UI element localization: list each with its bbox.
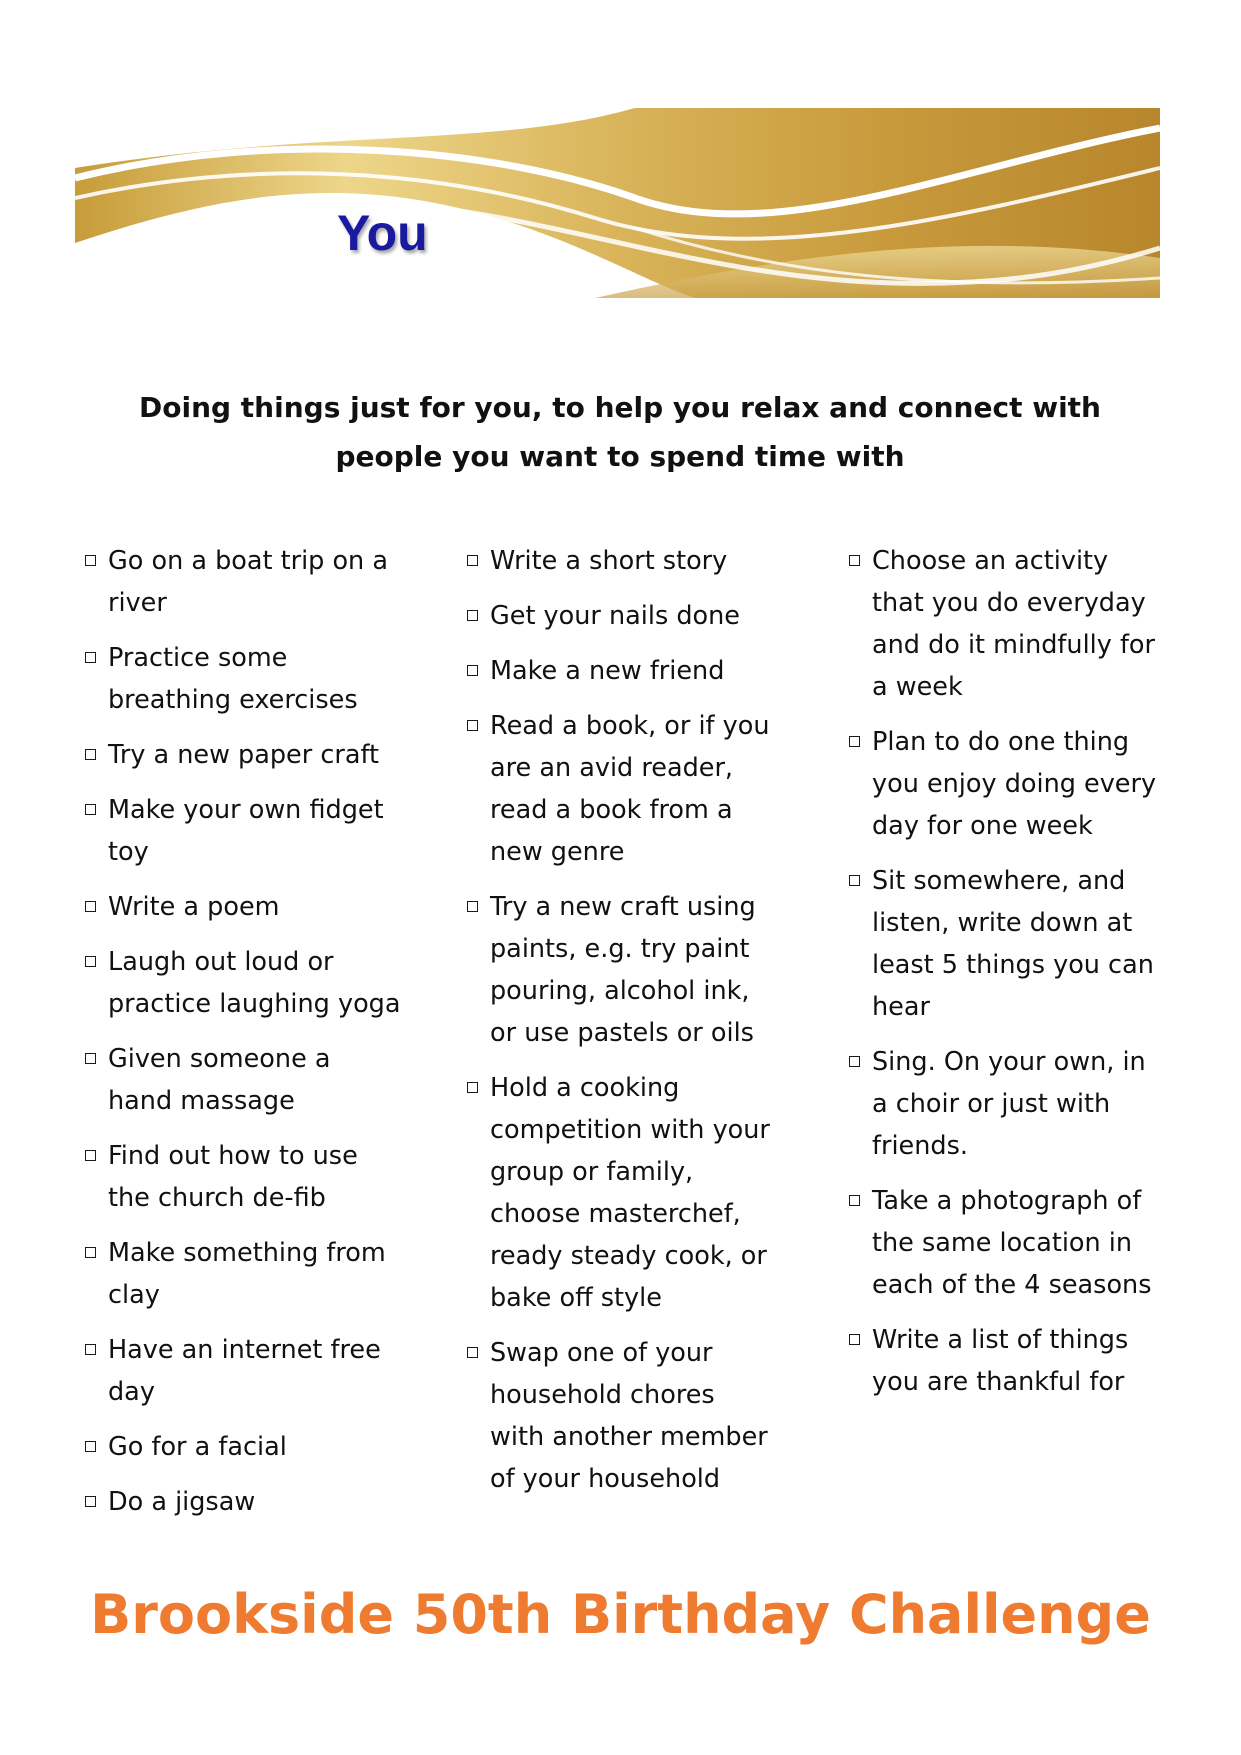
checklist-item[interactable] xyxy=(80,1426,410,1468)
checklist-item-label: Given someone a hand massage xyxy=(108,1044,331,1116)
checkbox-icon[interactable] xyxy=(85,1247,96,1258)
checklist-item-label: Sing. On your own, in a choir or just with friends. xyxy=(872,1047,1146,1161)
checklist-item[interactable] xyxy=(80,1135,410,1219)
checkbox-icon[interactable] xyxy=(467,665,478,676)
checklist-item-label: Find out how to use the church de-fib xyxy=(108,1141,358,1213)
checklist-column-1 xyxy=(80,540,410,1536)
subtitle-line-1: Doing things just for you, to help you relax and connect with xyxy=(139,391,1101,424)
checklist-item[interactable] xyxy=(844,721,1174,847)
checklist-item-label: Choose an activity that you do everyday and do it mindfully for a week xyxy=(872,546,1156,702)
checklist-item[interactable] xyxy=(844,540,1174,708)
checklist-item-label: Make a new friend xyxy=(490,656,725,686)
checklist-item-label: Read a book, or if you are an avid reader, read a book from a new genre xyxy=(490,711,770,867)
checkbox-icon[interactable] xyxy=(467,901,478,912)
checklist-item[interactable] xyxy=(80,734,410,776)
checklist-item-label: Make your own fidget toy xyxy=(108,795,384,867)
checklist-item-label: Have an internet free day xyxy=(108,1335,381,1407)
checkbox-icon[interactable] xyxy=(849,1195,860,1206)
checklist-item-label: Take a photograph of the same location in each of the 4 seasons xyxy=(872,1186,1152,1300)
checkbox-icon[interactable] xyxy=(849,555,860,566)
checklist-item-label: Plan to do one thing you enjoy doing every day for one week xyxy=(872,727,1157,841)
checklist-item-label: Go for a facial xyxy=(108,1432,287,1462)
checklist-item[interactable] xyxy=(462,595,792,637)
checklist-item[interactable] xyxy=(80,1329,410,1413)
checklist-item-label: Laugh out loud or practice laughing yoga xyxy=(108,947,401,1019)
checklist-item[interactable] xyxy=(80,637,410,721)
checklist-item[interactable] xyxy=(844,1180,1174,1306)
checkbox-icon[interactable] xyxy=(85,1150,96,1161)
checklist-item[interactable] xyxy=(80,540,410,624)
page-subtitle xyxy=(120,383,1120,481)
header-banner xyxy=(75,108,1160,298)
checklist-item[interactable] xyxy=(80,1038,410,1122)
checkbox-icon[interactable] xyxy=(85,901,96,912)
checklist-item[interactable] xyxy=(80,1481,410,1523)
checkbox-icon[interactable] xyxy=(467,555,478,566)
checklist-column-2 xyxy=(462,540,792,1513)
checklist-item[interactable] xyxy=(844,1041,1174,1167)
checklist-item[interactable] xyxy=(462,650,792,692)
checkbox-icon[interactable] xyxy=(849,875,860,886)
checkbox-icon[interactable] xyxy=(85,804,96,815)
checklist-item[interactable] xyxy=(80,886,410,928)
checklist-item-label: Do a jigsaw xyxy=(108,1487,256,1517)
footer-title: Brookside 50th Birthday Challenge xyxy=(90,1583,1151,1646)
checklist-item-label: Write a short story xyxy=(490,546,728,576)
checkbox-icon[interactable] xyxy=(85,749,96,760)
checklist-item-label: Write a poem xyxy=(108,892,280,922)
gold-swirl-graphic xyxy=(75,108,1160,298)
checkbox-icon[interactable] xyxy=(467,1347,478,1358)
checkbox-icon[interactable] xyxy=(85,652,96,663)
checkbox-icon[interactable] xyxy=(849,1056,860,1067)
subtitle-line-2: people you want to spend time with xyxy=(335,440,905,473)
checklist-item-label: Try a new craft using paints, e.g. try paint pouring, alcohol ink, or use pastels or oils xyxy=(490,892,756,1048)
checklist-item-label: Try a new paper craft xyxy=(108,740,379,770)
checklist-item-label: Go on a boat trip on a river xyxy=(108,546,388,618)
checklist-item[interactable] xyxy=(80,941,410,1025)
checkbox-icon[interactable] xyxy=(85,1053,96,1064)
banner-title: You xyxy=(337,205,428,261)
checklist-item[interactable] xyxy=(462,705,792,873)
checklist-item-label: Hold a cooking competition with your group or family, choose masterchef, ready steady cook, or bake off style xyxy=(490,1073,770,1313)
checkbox-icon[interactable] xyxy=(849,1334,860,1345)
checklist-item-label: Make something from clay xyxy=(108,1238,386,1310)
checkbox-icon[interactable] xyxy=(85,1441,96,1452)
checkbox-icon[interactable] xyxy=(467,720,478,731)
checklist-item[interactable] xyxy=(462,1332,792,1500)
checklist-item[interactable] xyxy=(844,1319,1174,1403)
checkbox-icon[interactable] xyxy=(467,1082,478,1093)
checkbox-icon[interactable] xyxy=(467,610,478,621)
checklist-item-label: Get your nails done xyxy=(490,601,740,631)
checkbox-icon[interactable] xyxy=(85,1344,96,1355)
checkbox-icon[interactable] xyxy=(85,555,96,566)
checklist-column-3 xyxy=(844,540,1174,1416)
checklist-item[interactable] xyxy=(80,789,410,873)
checklist-item-label: Write a list of things you are thankful for xyxy=(872,1325,1129,1397)
checklist-item[interactable] xyxy=(844,860,1174,1028)
checklist-item-label: Sit somewhere, and listen, write down at least 5 things you can hear xyxy=(872,866,1154,1022)
checklist-item[interactable] xyxy=(80,1232,410,1316)
checkbox-icon[interactable] xyxy=(85,1496,96,1507)
checkbox-icon[interactable] xyxy=(849,736,860,747)
checklist-item-label: Swap one of your household chores with another member of your household xyxy=(490,1338,768,1494)
checklist-item[interactable] xyxy=(462,540,792,582)
checklist-item-label: Practice some breathing exercises xyxy=(108,643,358,715)
checkbox-icon[interactable] xyxy=(85,956,96,967)
checklist-item[interactable] xyxy=(462,1067,792,1319)
checklist-item[interactable] xyxy=(462,886,792,1054)
